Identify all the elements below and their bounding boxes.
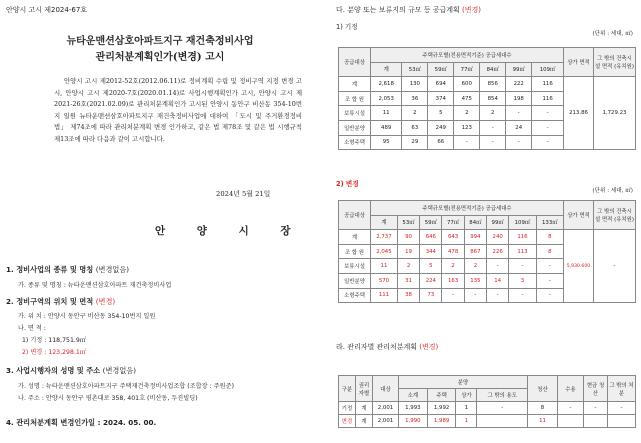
- table-cell: 24: [506, 120, 532, 135]
- target-cell: 2,001: [373, 402, 399, 415]
- commercial-area-cell: 213.86: [564, 77, 594, 150]
- table-row: [339, 77, 636, 92]
- house-cell: 1,992: [427, 402, 456, 415]
- other-cell: [608, 415, 636, 428]
- size-column-header: 99㎡: [506, 62, 532, 77]
- col-header-commercial: 상가 면적: [564, 48, 594, 77]
- table-cell: 374: [428, 91, 454, 106]
- table-cell: 90: [397, 230, 419, 245]
- col-header-subtotal: 소계: [399, 389, 428, 402]
- row-label: 계: [339, 230, 371, 245]
- size-column-header: 53㎡: [402, 62, 428, 77]
- table-cell: 856: [480, 77, 506, 92]
- section-3-title: 3. 사업시행자의 성명 및 주소 (변경없음): [6, 366, 137, 375]
- table-cell: 2,737: [371, 230, 398, 245]
- table-cell: 5: [420, 259, 442, 274]
- table-cell: 66: [428, 135, 454, 150]
- table-cell: 130: [402, 77, 428, 92]
- signer: 안 양 시 장: [155, 225, 305, 237]
- gubun-cell: 기정: [339, 402, 356, 415]
- table-cell: 116: [532, 91, 564, 106]
- table-cell: 240: [487, 230, 509, 245]
- table-cell: 36: [402, 91, 428, 106]
- row-label: 일반분양: [339, 273, 371, 288]
- subtotal-cell: 1,990: [399, 415, 428, 428]
- table-cell: 116: [532, 77, 564, 92]
- table-cell: 95: [371, 135, 402, 150]
- col-header-target: 대상: [373, 376, 399, 402]
- body-paragraph: 안양시 고시 제2012-52호(2012.06.11)로 정비계획 수립 및 정비구역 지정 변경 고시, 안양시 고시 제2020-7호(2020.01.14)로 사업시행계획인가 고시, 안양시 고시 제2021-26호(2021.02.09)로 관리처분계획인가 고시된 안양시 동안구 비산동 354-10번지 일원 뉴타운맨션삼호아파트지구 재건축정비사업에 대하여 「도시 및 주거환경정비법」 제74조에 따라 관리처분계획 변경 인가하고, 같은 법 제78조 및 같은 법 시행규칙 제13조에 따라 다음과 같이 고시합니다.: [54, 77, 302, 143]
- table-cell: 570: [371, 273, 398, 288]
- col-header-house: 주택: [427, 389, 456, 402]
- col-header-other: 그 밖의 건축시설 면적 (유치원): [594, 201, 636, 230]
- section-1-title: 1. 정비사업의 종류 및 명칭 (변경없음): [6, 265, 130, 274]
- table-cell: 489: [371, 120, 402, 135]
- document-title-line2: 관리처분계획인가(변경) 고시: [95, 52, 225, 63]
- section-3-name: 가. 성명 : 뉴타운맨션삼호아파트지구 주택재건축정비사업조합 (조합장 : 주원준): [18, 383, 234, 390]
- table-cell: 2: [480, 106, 506, 121]
- other-area-cell: 1,729.23: [594, 77, 636, 150]
- section-4-title: 4. 관리처분계획 변경인가일 : 2024. 05. 00.: [6, 418, 157, 427]
- table-cell: -: [532, 106, 564, 121]
- other-area-cell: -: [594, 230, 636, 303]
- size-column-header: 84㎡: [480, 62, 506, 77]
- size-column-header: 계: [371, 215, 398, 230]
- table-cell: 73: [420, 288, 442, 303]
- size-column-header: 77㎡: [442, 215, 464, 230]
- table-cell: 2: [397, 259, 419, 274]
- table-cell: 31: [397, 273, 419, 288]
- table-cell: 5: [428, 106, 454, 121]
- table-row: [339, 402, 636, 415]
- table-cell: 344: [420, 244, 442, 259]
- col-header-expro: 수용: [558, 376, 584, 402]
- table-cell: 116: [509, 230, 536, 245]
- notice-date: 2024년 5월 21일: [216, 190, 271, 198]
- table-cell: 11: [371, 259, 398, 274]
- col-header-type: 공급대상: [339, 201, 371, 230]
- table-cell: 2: [402, 106, 428, 121]
- col-header-shop: 상가: [456, 389, 477, 402]
- table-cell: 2: [464, 259, 486, 274]
- table-cell: 198: [506, 91, 532, 106]
- undecided-cell: -: [584, 402, 608, 415]
- section-2-title: 2. 정비구역의 위치 및 면적 (변경): [6, 297, 116, 306]
- table-cell: 643: [442, 230, 464, 245]
- supply-table-before: [338, 47, 636, 150]
- col-header-size-group: 주택규모별(전용면적기준) 공급세대수: [371, 201, 564, 216]
- other-cell: -: [608, 402, 636, 415]
- size-column-header: 77㎡: [454, 62, 480, 77]
- col-header-owner: 권리 자별: [356, 376, 373, 402]
- section-2-location: 가. 위 치 : 안양시 동안구 비산동 354-10번지 일원: [18, 313, 156, 320]
- table-cell: 11: [371, 106, 402, 121]
- table-cell: -: [506, 135, 532, 150]
- unit-label-1: (단위 : 세대, ㎡): [592, 31, 633, 37]
- table-cell: 222: [506, 77, 532, 92]
- col-header-size-group: 주택규모별(전용면적기준) 공급세대수: [371, 48, 564, 63]
- table-cell: 123: [454, 120, 480, 135]
- row-label: 일반분양: [339, 120, 371, 135]
- owner-cell: 계: [356, 415, 373, 428]
- table-cell: 113: [509, 244, 536, 259]
- col-header-settle: 청산: [528, 376, 558, 402]
- table-cell: -: [487, 288, 509, 303]
- notice-body: [54, 76, 302, 146]
- table-cell: 2,045: [371, 244, 398, 259]
- col-header-bunyang: 분양: [399, 376, 528, 389]
- table-cell: -: [536, 288, 563, 303]
- supply-after-label: 2) 변경: [336, 180, 359, 188]
- table-cell: 3: [509, 273, 536, 288]
- col-header-other-disposal: 그 밖의 처분: [608, 376, 636, 402]
- commercial-area-cell: 5,930.600: [564, 230, 594, 303]
- expro-cell: [558, 415, 584, 428]
- table-cell: 475: [454, 91, 480, 106]
- etc-cell: [477, 415, 528, 428]
- size-column-header: 99㎡: [487, 215, 509, 230]
- row-label: 보류시설: [339, 259, 371, 274]
- size-column-header: 109㎡: [509, 215, 536, 230]
- unit-label-2: (단위 : 세대, ㎡): [592, 188, 633, 194]
- table-cell: 478: [442, 244, 464, 259]
- table-cell: -: [532, 120, 564, 135]
- table-cell: 163: [442, 273, 464, 288]
- table-cell: 2,618: [371, 77, 402, 92]
- table-cell: -: [487, 259, 509, 274]
- table-cell: -: [454, 135, 480, 150]
- table-row: [339, 415, 636, 428]
- row-label: 소형주택: [339, 135, 371, 150]
- table-cell: 8: [536, 244, 563, 259]
- col-header-etc-use: 그 밖의 용도: [477, 389, 528, 402]
- row-label: 소형주택: [339, 288, 371, 303]
- disposal-plan-heading: 라. 관리자별 관리처분계획 (변경): [336, 343, 439, 351]
- table-cell: -: [536, 259, 563, 274]
- table-cell: -: [536, 273, 563, 288]
- table-row: [339, 230, 636, 245]
- section-2-area-label: 나. 면 적 :: [18, 325, 46, 332]
- row-label: 조 합 원: [339, 244, 371, 259]
- row-label: 보류시설: [339, 106, 371, 121]
- table-cell: 867: [464, 244, 486, 259]
- col-header-undecided: 현금 청산: [584, 376, 608, 402]
- size-column-header: 53㎡: [397, 215, 419, 230]
- disposal-table: [338, 375, 636, 428]
- notice-right-column: [330, 0, 641, 443]
- target-cell: 2,001: [373, 415, 399, 428]
- settle-cell: 11: [528, 415, 558, 428]
- table-cell: 249: [428, 120, 454, 135]
- table-cell: 694: [428, 77, 454, 92]
- table-cell: 994: [464, 230, 486, 245]
- table-cell: -: [506, 106, 532, 121]
- expro-cell: -: [558, 402, 584, 415]
- section-1-line: 가. 종류 및 명칭 : 뉴타운맨션삼호아파트 재건축정비사업: [18, 282, 172, 289]
- size-column-header: 계: [371, 62, 402, 77]
- size-column-header: 133㎡: [536, 215, 563, 230]
- table-cell: -: [464, 288, 486, 303]
- subtotal-cell: 1,993: [399, 402, 428, 415]
- size-column-header: 109㎡: [532, 62, 564, 77]
- shop-cell: 1: [456, 415, 477, 428]
- row-label: 계: [339, 77, 371, 92]
- table-cell: 111: [371, 288, 398, 303]
- table-cell: 19: [397, 244, 419, 259]
- table-cell: 646: [420, 230, 442, 245]
- table-cell: 63: [402, 120, 428, 135]
- table-cell: 38: [397, 288, 419, 303]
- col-header-other: 그 밖의 건축시설 면적 (유치원): [594, 48, 636, 77]
- table-cell: 135: [464, 273, 486, 288]
- section-3-address: 나. 주소 : 안양시 동안구 평촌대로 358, 401호 (비산동, 두진빌딩): [18, 395, 198, 402]
- table-cell: -: [532, 135, 564, 150]
- table-cell: 2: [442, 259, 464, 274]
- table-cell: 224: [420, 273, 442, 288]
- notice-left-column: [0, 0, 320, 443]
- table-cell: -: [480, 135, 506, 150]
- table-cell: -: [509, 259, 536, 274]
- supply-plan-heading: 다. 분양 또는 보류지의 규모 등 공급계획 (변경): [336, 6, 482, 14]
- col-header-commercial: 상가 면적: [564, 201, 594, 230]
- table-cell: 29: [402, 135, 428, 150]
- document-title-line1: 뉴타운맨션삼호아파트지구 재건축정비사업: [66, 36, 254, 47]
- etc-cell: -: [477, 402, 528, 415]
- table-cell: 14: [487, 273, 509, 288]
- supply-before-label: 1) 기정: [336, 23, 358, 31]
- table-cell: 600: [454, 77, 480, 92]
- size-column-header: 59㎡: [420, 215, 442, 230]
- size-column-header: 84㎡: [464, 215, 486, 230]
- col-header-gubun: 구분: [339, 376, 356, 402]
- table-cell: -: [480, 120, 506, 135]
- shop-cell: 1: [456, 402, 477, 415]
- table-cell: 854: [480, 91, 506, 106]
- gubun-cell: 변경: [339, 415, 356, 428]
- undecided-cell: [584, 415, 608, 428]
- owner-cell: 계: [356, 402, 373, 415]
- notice-number: 안양시 고시 제2024-67호: [6, 6, 88, 14]
- col-header-type: 공급대상: [339, 48, 371, 77]
- table-cell: -: [509, 288, 536, 303]
- section-2-area-before: 1) 기정 : 118,751.9㎡: [22, 337, 86, 344]
- settle-cell: 8: [528, 402, 558, 415]
- row-label: 조 합 원: [339, 91, 371, 106]
- table-cell: 2: [454, 106, 480, 121]
- table-cell: 8: [536, 230, 563, 245]
- house-cell: 1,989: [427, 415, 456, 428]
- supply-table-after: [338, 200, 636, 303]
- table-cell: 2,053: [371, 91, 402, 106]
- table-cell: -: [442, 288, 464, 303]
- size-column-header: 59㎡: [428, 62, 454, 77]
- table-cell: 226: [487, 244, 509, 259]
- section-2-area-after: 2) 변경 : 123,298.1㎡: [22, 349, 86, 356]
